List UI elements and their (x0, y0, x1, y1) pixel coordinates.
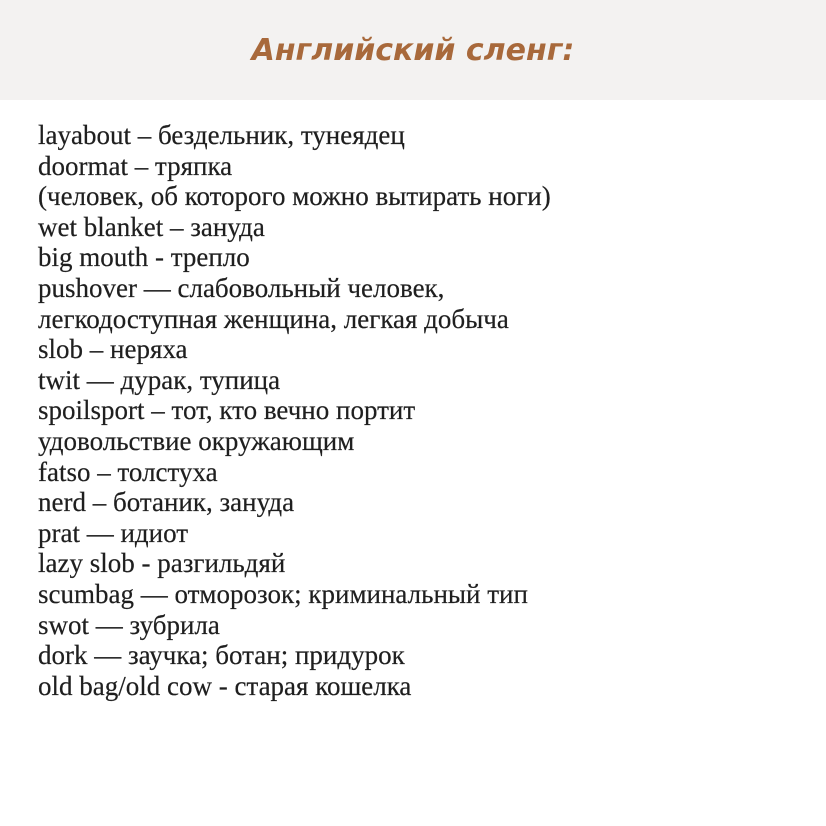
list-item: swot — зубрила (38, 609, 220, 640)
list-item: pushover — слабовольный человек, (38, 272, 445, 303)
list-item: dork — заучка; ботан; придурок (38, 640, 405, 671)
list-item: удовольствие окружающим (38, 425, 355, 456)
title-band (0, 0, 826, 100)
list-item: scumbag — отморозок; криминальный тип (38, 578, 528, 609)
list-item: lazy slob - разгильдяй (38, 548, 286, 579)
list-item: slob – неряха (38, 334, 188, 365)
list-item: легкодоступная женщина, легкая добыча (38, 303, 509, 334)
list-item: fatso – толстуха (38, 456, 218, 487)
list-item: spoilsport – тот, кто вечно портит (38, 395, 416, 426)
list-item: wet blanket – зануда (38, 211, 265, 242)
list-item: old bag/old cow - старая кошелка (38, 670, 412, 701)
list-item: nerd – ботаник, зануда (38, 487, 295, 518)
list-item: twit — дурак, тупица (38, 364, 281, 395)
list-item: (человек, об которого можно вытирать ноги) (38, 181, 551, 212)
list-item: layabout – бездельник, тунеядец (38, 120, 405, 150)
list-item: prat — идиот (38, 517, 189, 548)
page-title: Английский сленг: (251, 33, 575, 68)
slang-list (38, 120, 818, 701)
list-item: doormat – тряпка (38, 150, 233, 181)
list-item: big mouth - трепло (38, 242, 250, 273)
